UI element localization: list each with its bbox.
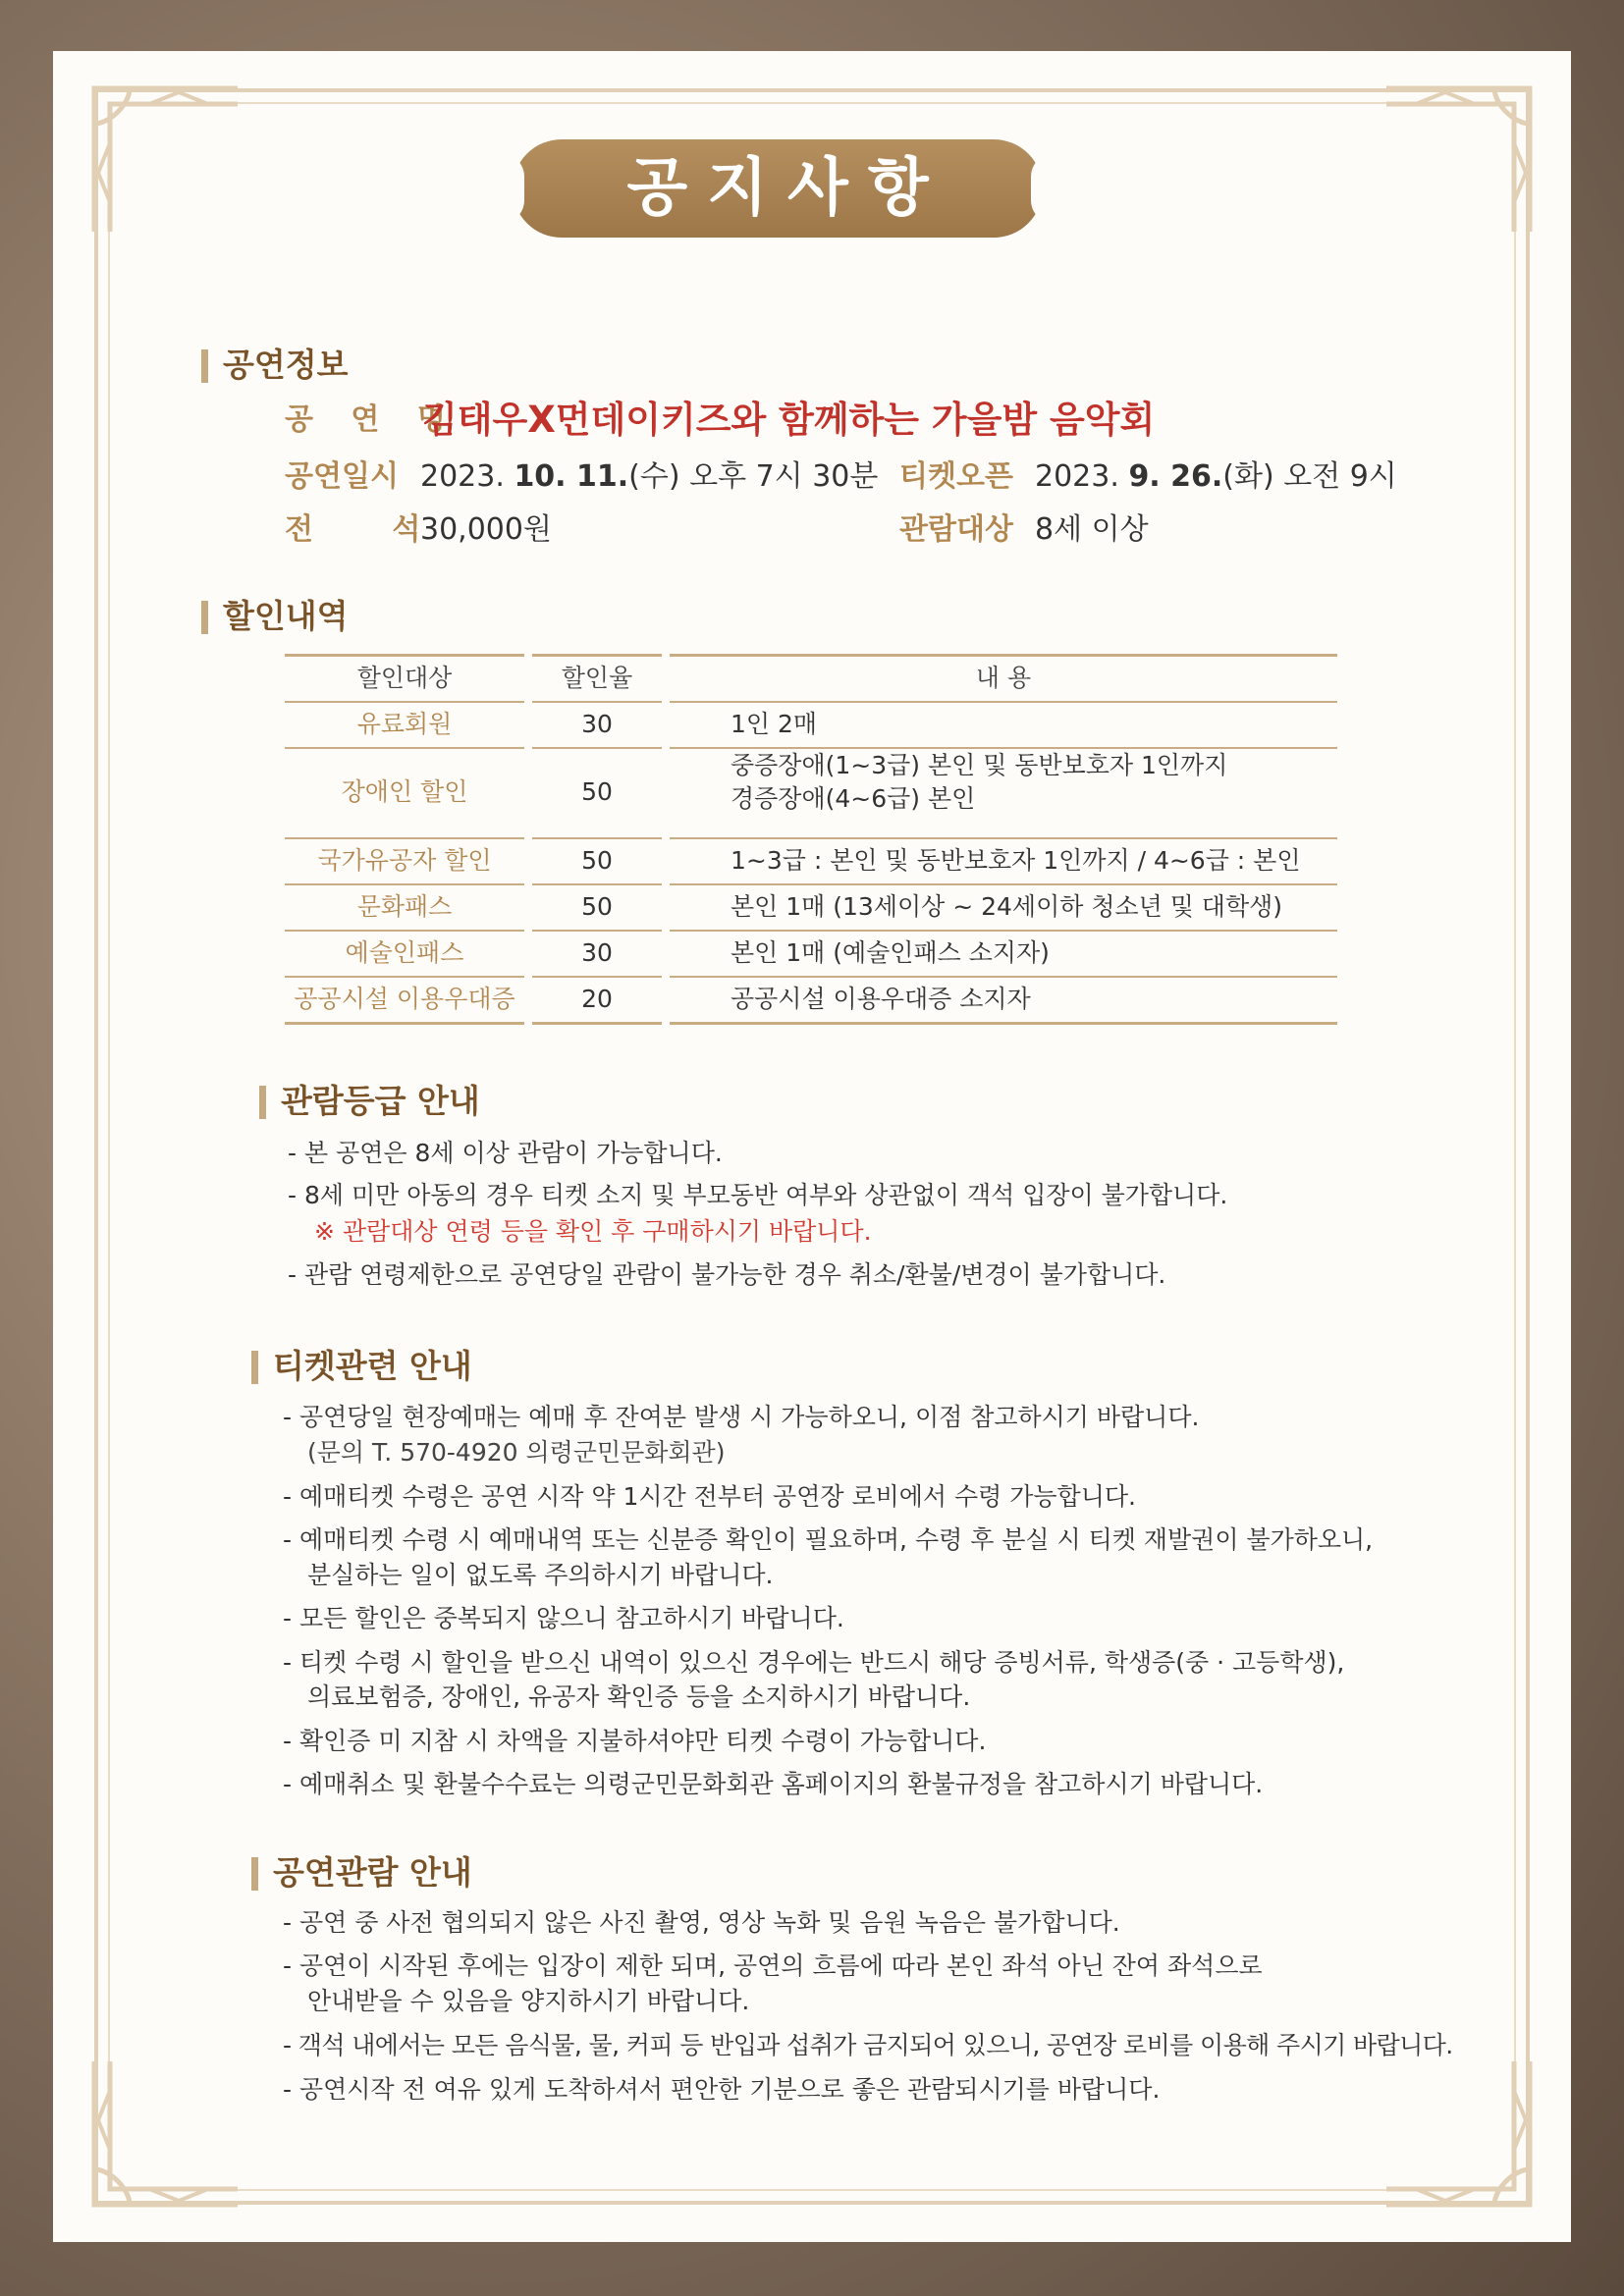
viewing-line: - 객석 내에서는 모든 음식물, 물, 커피 등 반입과 섭취가 금지되어 있으니, 공연장 로비를 이용해 주시기 바랍니다. — [283, 2031, 1453, 2059]
header-detail: 내 용 — [975, 664, 1032, 693]
table-row: 유료회원 30 1인 2매 — [356, 710, 818, 739]
viewing-line: - 공연시작 전 여유 있게 도착하셔서 편안한 기분으로 좋은 관람되시기를 바랍니다. — [283, 2075, 1161, 2104]
viewing-line: - 공연이 시작된 후에는 입장이 제한 되며, 공연의 흐름에 따라 본인 좌석 아닌 잔여 좌석으로 — [283, 1951, 1263, 1980]
viewing-line: - 공연 중 사전 협의되지 않은 사진 촬영, 영상 녹화 및 음원 녹음은 불가합니다. — [283, 1908, 1120, 1937]
table-row: 공공시설 이용우대증 20 공공시설 이용우대증 소지자 — [294, 985, 1031, 1014]
corner-ornament-icon — [1386, 84, 1534, 232]
table-row: 문화패스 50 본인 1매 (13세이상 ~ 24세이하 청소년 및 대학생) — [356, 892, 1283, 922]
concert-name: 김태우X먼데이키즈와 함께하는 가을밤 음악회 — [422, 399, 1156, 441]
ticket-line: - 확인증 미 지참 시 차액을 지불하셔야만 티켓 수령이 가능합니다. — [283, 1727, 987, 1755]
section-heading-ticket: 티켓관련 안내 — [251, 1347, 472, 1386]
age-value: 8세 이상 — [1035, 512, 1149, 547]
ticket-line: - 예매티켓 수령 시 예매내역 또는 신분증 확인이 필요하며, 수령 후 분실 시 티켓 재발권이 불가하오니, — [283, 1525, 1374, 1554]
age-label: 관람대상 — [899, 512, 1013, 547]
ticket-line-cont: 분실하는 일이 없도록 주의하시기 바랍니다. — [307, 1561, 774, 1589]
notice-title-banner — [513, 139, 1043, 238]
table-row: 예술인패스 30 본인 1매 (예술인패스 소지자) — [345, 938, 1050, 968]
corner-ornament-icon — [1386, 2061, 1534, 2209]
ticket-line-cont: 의료보험증, 장애인, 유공자 확인증 등을 소지하시기 바랍니다. — [307, 1682, 971, 1711]
ticket-open-label: 티켓오픈 — [899, 459, 1013, 494]
ticket-line: - 티켓 수령 시 할인을 받으신 내역이 있으신 경우에는 반드시 해당 증빙서류, 학생증(중 · 고등학생), — [283, 1648, 1345, 1677]
ticket-line: - 모든 할인은 중복되지 않으니 참고하시기 바랍니다. — [283, 1604, 844, 1632]
section-heading-performance-info: 공연정보 — [201, 346, 349, 385]
section-heading-rating: 관람등급 안내 — [259, 1082, 480, 1121]
viewing-line-cont: 안내받을 수 있음을 양지하시기 바랍니다. — [307, 1987, 750, 2015]
rating-line: - 관람 연령제한으로 공연당일 관람이 불가능한 경우 취소/환불/변경이 불가합니다. — [288, 1260, 1166, 1289]
ticket-line: - 예매취소 및 환불수수료는 의령군민문화회관 홈페이지의 환불규정을 참고하시기 바랍니다. — [283, 1770, 1264, 1798]
seat-price: 30,000원 — [420, 512, 552, 547]
corner-ornament-icon — [90, 2061, 238, 2209]
rating-line: - 8세 미만 아동의 경우 티켓 소지 및 부모동반 여부와 상관없이 객석 입장이 불가합니다. — [288, 1181, 1228, 1209]
corner-ornament-icon — [90, 84, 238, 232]
ticket-line: - 공연당일 현장예매는 예매 후 잔여분 발생 시 가능하오니, 이점 참고하시기 바랍니다. — [283, 1403, 1200, 1431]
ticket-open-value: 2023. 9. 26.(화) 오전 9시 — [1035, 459, 1397, 494]
concert-name-label: 공 연 명 — [285, 402, 460, 437]
ticket-contact: (문의 T. 570-4920 의령군민문화회관) — [307, 1438, 726, 1467]
date-value: 2023. 10. 11.(수) 오후 7시 30분 — [420, 459, 879, 494]
rating-line: - 본 공연은 8세 이상 관람이 가능합니다. — [288, 1139, 723, 1167]
section-heading-viewing: 공연관람 안내 — [251, 1853, 472, 1893]
ticket-line: - 예매티켓 수령은 공연 시작 약 1시간 전부터 공연장 로비에서 수령 가능합니다. — [283, 1482, 1136, 1511]
seat-label: 전 석 — [285, 512, 421, 547]
table-header — [285, 657, 1337, 700]
section-heading-discount: 할인내역 — [201, 597, 349, 636]
rating-warning: ※ 관람대상 연령 등을 확인 후 구매하시기 바랍니다. — [314, 1217, 872, 1246]
date-label: 공연일시 — [285, 459, 399, 494]
table-row: 국가유공자 할인 50 1~3급 : 본인 및 동반보호자 1인까지 / 4~6급 : 본인 — [317, 846, 1301, 876]
header-rate: 할인율 — [561, 664, 633, 693]
table-row: 장애인 할인 50 중증장애(1~3급) 본인 및 동반보호자 1인까지 경증장애(4~6급) 본인 — [341, 751, 1228, 813]
header-target: 할인대상 — [356, 664, 453, 693]
page-title: 공지사항 — [626, 152, 948, 225]
